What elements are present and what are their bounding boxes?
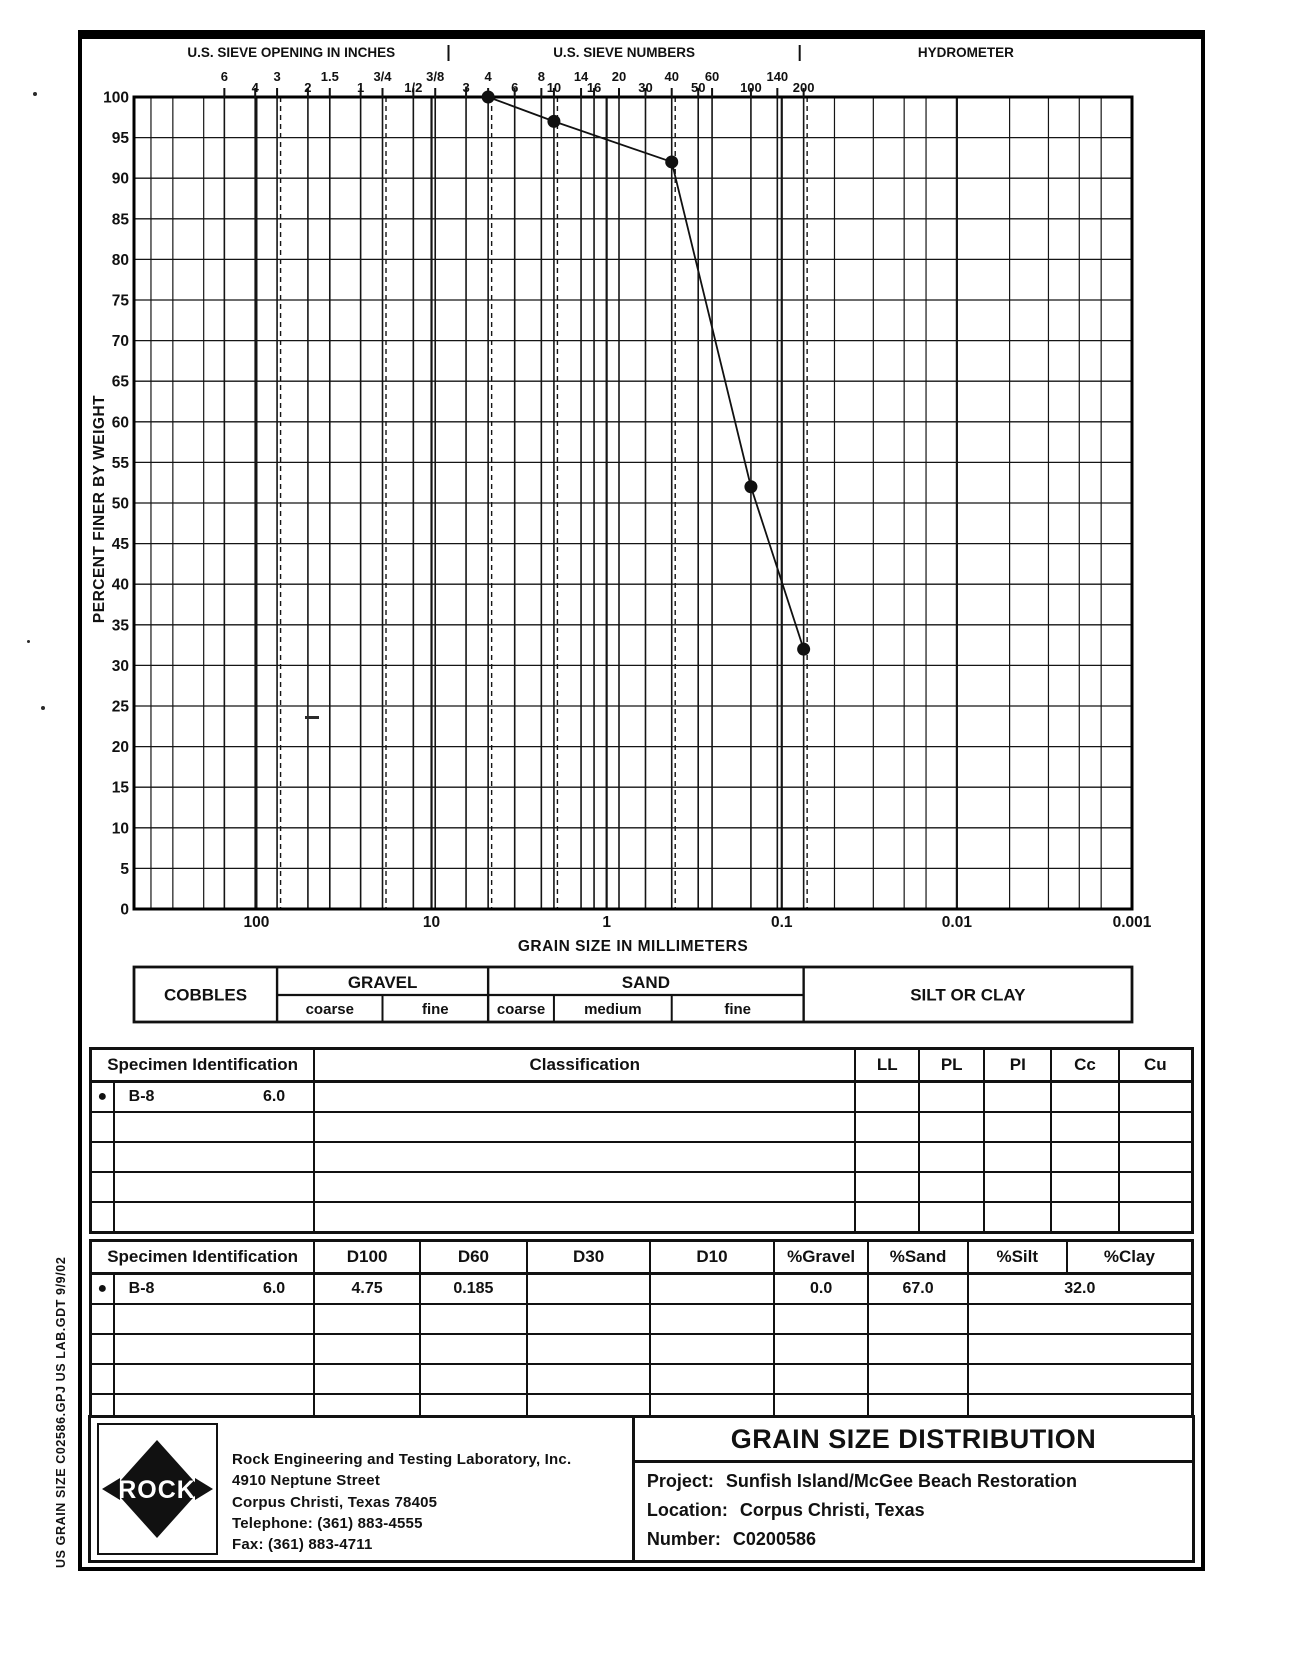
table-row [91, 1202, 1193, 1233]
value-cell [314, 1112, 855, 1142]
sieve-size-label: 6 [511, 80, 519, 95]
sieve-size-label: 20 [611, 69, 627, 84]
report-field-row [647, 1500, 1192, 1521]
specimen-id-cell [114, 1304, 315, 1334]
report-field-label: Location: [646, 1500, 728, 1520]
y-axis-tick-label: 75 [111, 292, 129, 310]
company-address-line: 4910 Neptune Street [232, 1472, 381, 1490]
value-cell [1119, 1142, 1193, 1172]
x-axis-tick-label: 0.01 [941, 914, 972, 931]
size-class-label: GRAVEL [347, 973, 418, 992]
rock-logo-graphic [101, 1428, 214, 1550]
data-point [744, 480, 757, 493]
report-field-row [647, 1529, 1192, 1550]
size-class-label: SAND [621, 973, 670, 992]
report-field-label: Project: [646, 1471, 714, 1491]
specimen-tables [89, 1047, 1194, 1431]
sieve-size-label: 16 [586, 80, 602, 95]
header-section-label: U.S. SIEVE OPENING IN INCHES [187, 45, 396, 60]
size-class-label: COBBLES [163, 985, 248, 1005]
company-address-line: Fax: (361) 883-4711 [232, 1536, 373, 1554]
value-cell [1119, 1112, 1193, 1142]
sieve-size-label: 30 [638, 80, 653, 95]
rock-logo [97, 1423, 218, 1555]
column-header: PL [919, 1049, 984, 1082]
sieve-size-label: 4 [251, 80, 259, 95]
value-cell [1051, 1142, 1118, 1172]
sieve-size-label: 140 [766, 69, 789, 84]
value-cell [968, 1304, 1193, 1334]
point-marker-cell [91, 1172, 114, 1202]
sieve-size-label: 2 [304, 80, 312, 95]
y-axis-tick-label: 0 [120, 901, 129, 919]
point-marker-cell: ● [91, 1274, 114, 1305]
value-cell [650, 1304, 773, 1334]
column-header: %Sand [868, 1241, 967, 1274]
point-marker-cell [91, 1304, 114, 1334]
table-row [91, 1082, 1193, 1113]
value-cell [855, 1142, 919, 1172]
x-axis-tick-label: 100 [243, 914, 270, 931]
report-info-block [635, 1418, 1192, 1560]
data-point [547, 115, 560, 128]
report-field-value: C0200586 [732, 1529, 816, 1549]
y-axis-tick-label: 95 [111, 130, 129, 148]
size-subclass-label: fine [724, 1001, 752, 1018]
y-axis-tick-label: 100 [103, 89, 129, 107]
value-cell [984, 1202, 1051, 1233]
point-marker-cell [91, 1202, 114, 1233]
column-header: D10 [650, 1241, 773, 1274]
y-axis-tick-label: 25 [111, 698, 129, 716]
specimen-id-cell: B-8 6.0 [114, 1082, 315, 1113]
value-cell [868, 1334, 967, 1364]
grain-size-chart [82, 39, 1201, 1039]
value-cell [314, 1082, 855, 1113]
column-header: D30 [527, 1241, 650, 1274]
scan-artifact [27, 640, 30, 643]
value-cell [984, 1142, 1051, 1172]
company-address-line: Rock Engineering and Testing Laboratory, Inc. [232, 1451, 572, 1468]
specimen-id-cell [114, 1202, 315, 1233]
sieve-size-label: 3 [462, 80, 470, 95]
y-axis-tick-label: 70 [111, 333, 129, 351]
value-cell [1051, 1112, 1118, 1142]
value-cell [919, 1202, 984, 1233]
sieve-size-label: 3/4 [373, 69, 392, 84]
value-cell [919, 1082, 984, 1113]
horizontal-gridlines [134, 138, 1132, 869]
value-cell [868, 1304, 967, 1334]
value-cell: 32.0 [968, 1274, 1193, 1305]
sieve-size-label: 3 [273, 69, 281, 84]
scan-artifact [305, 716, 319, 719]
x-axis-tick-label: 1 [602, 914, 611, 931]
value-cell [774, 1364, 869, 1394]
value-cell [774, 1334, 869, 1364]
sieve-size-label: 6 [220, 69, 228, 84]
y-axis-tick-label: 30 [111, 657, 129, 675]
sieve-size-label: 1 [357, 80, 365, 95]
report-field-value: Corpus Christi, Texas [739, 1500, 925, 1520]
size-subclass-label: coarse [496, 1001, 546, 1018]
sieve-size-label: 50 [690, 80, 706, 95]
report-field-value: Sunfish Island/McGee Beach Restoration [725, 1471, 1078, 1491]
y-axis-tick-label: 65 [111, 373, 129, 391]
y-axis-tick-label: 35 [111, 617, 129, 635]
company-address [232, 1423, 571, 1555]
column-header: Cu [1119, 1049, 1193, 1082]
column-header: %Clay [1067, 1241, 1193, 1274]
point-marker-cell [91, 1142, 114, 1172]
value-cell: 4.75 [314, 1274, 420, 1305]
value-cell [984, 1112, 1051, 1142]
table-row [91, 1172, 1193, 1202]
specimen-id-cell: B-8 6.0 [114, 1274, 315, 1305]
value-cell [650, 1334, 773, 1364]
scan-artifact [41, 706, 45, 710]
x-axis-title: GRAIN SIZE IN MILLIMETERS [517, 938, 749, 955]
y-axis-tick-label: 60 [111, 414, 129, 432]
specimen-id-cell [114, 1334, 315, 1364]
value-cell: 67.0 [868, 1274, 967, 1305]
value-cell [420, 1364, 527, 1394]
value-cell [527, 1364, 650, 1394]
value-cell [919, 1112, 984, 1142]
value-cell [855, 1112, 919, 1142]
value-cell [774, 1304, 869, 1334]
value-cell [855, 1172, 919, 1202]
value-cell [314, 1142, 855, 1172]
table-row [91, 1274, 1193, 1305]
logo-text: ROCK [118, 1476, 196, 1504]
classification-table [89, 1047, 1194, 1234]
value-cell [527, 1304, 650, 1334]
column-header: Specimen Identification [91, 1049, 315, 1082]
column-header: Specimen Identification [91, 1241, 315, 1274]
y-axis-tick-label: 5 [120, 860, 129, 878]
report-field-row [647, 1471, 1192, 1492]
table-row [91, 1142, 1193, 1172]
y-axis-tick-label: 80 [111, 251, 129, 269]
value-cell [314, 1364, 420, 1394]
point-marker-cell [91, 1334, 114, 1364]
y-axis-tick-label: 40 [111, 576, 129, 594]
y-axis-tick-label: 90 [111, 170, 129, 188]
y-axis-tick-label: 15 [111, 779, 129, 797]
value-cell [1051, 1082, 1118, 1113]
point-marker-cell [91, 1364, 114, 1394]
data-point [797, 643, 810, 656]
value-cell: 0.0 [774, 1274, 869, 1305]
value-cell [919, 1172, 984, 1202]
header-section-label: HYDROMETER [917, 45, 1014, 60]
size-class-label: SILT OR CLAY [910, 985, 1026, 1005]
table-row [91, 1364, 1193, 1394]
value-cell [420, 1304, 527, 1334]
report-field-label: Number: [646, 1529, 721, 1549]
value-cell [1051, 1202, 1118, 1233]
value-cell [968, 1334, 1193, 1364]
scan-artifact [33, 92, 37, 96]
sieve-size-label: 14 [573, 69, 589, 84]
report-title: GRAIN SIZE DISTRIBUTION [635, 1418, 1192, 1463]
y-axis-title: PERCENT FINER BY WEIGHT [91, 394, 108, 624]
sieve-size-label: 60 [704, 69, 720, 84]
y-axis-tick-label: 10 [111, 820, 129, 838]
table-row [91, 1304, 1193, 1334]
column-header: LL [855, 1049, 919, 1082]
value-cell [1051, 1172, 1118, 1202]
value-cell [314, 1304, 420, 1334]
size-subclass-label: medium [584, 1001, 642, 1018]
value-cell [1119, 1082, 1193, 1113]
column-header: D100 [314, 1241, 420, 1274]
value-cell: 0.185 [420, 1274, 527, 1305]
sieve-size-label: 100 [740, 80, 762, 95]
column-header: Classification [314, 1049, 855, 1082]
y-axis-tick-label: 85 [111, 211, 129, 229]
value-cell [527, 1334, 650, 1364]
value-cell [984, 1082, 1051, 1113]
title-block [88, 1415, 1195, 1563]
y-axis-tick-label: 45 [111, 536, 129, 554]
x-axis-tick-label: 0.001 [1112, 914, 1152, 931]
sieve-size-label: 1/2 [404, 80, 423, 95]
y-axis-tick-label: 55 [111, 454, 129, 472]
value-cell [968, 1364, 1193, 1394]
company-address-line: Corpus Christi, Texas 78405 [232, 1493, 438, 1511]
sieve-size-label: 200 [792, 80, 815, 95]
grain-size-form [78, 30, 1205, 1571]
value-cell [855, 1082, 919, 1113]
gradation-table [89, 1239, 1194, 1426]
column-header: Cc [1051, 1049, 1118, 1082]
value-cell [868, 1364, 967, 1394]
specimen-id-cell [114, 1172, 315, 1202]
value-cell [855, 1202, 919, 1233]
data-point [665, 155, 678, 168]
sieve-size-label: 4 [484, 69, 492, 84]
company-address-line: Telephone: (361) 883-4555 [232, 1514, 423, 1532]
value-cell [314, 1202, 855, 1233]
value-cell [314, 1334, 420, 1364]
column-header: PI [984, 1049, 1051, 1082]
x-axis-tick-label: 0.1 [770, 914, 793, 931]
table-row [91, 1112, 1193, 1142]
column-header: %Gravel [774, 1241, 869, 1274]
specimen-id-cell [114, 1112, 315, 1142]
sieve-size-label: 40 [664, 69, 679, 84]
value-cell [420, 1334, 527, 1364]
sieve-size-label: 8 [537, 69, 545, 84]
header-section-label: U.S. SIEVE NUMBERS [553, 45, 695, 60]
logo-right-arrow [195, 1478, 213, 1500]
sieve-size-label: 1.5 [320, 69, 339, 84]
sieve-size-label: 10 [546, 80, 562, 95]
size-subclass-label: coarse [305, 1001, 354, 1018]
table-row [91, 1334, 1193, 1364]
value-cell [1119, 1172, 1193, 1202]
company-block [91, 1418, 635, 1560]
point-marker-cell [91, 1112, 114, 1142]
value-cell [314, 1172, 855, 1202]
file-stamp-text: US GRAIN SIZE C02586.GPJ US LAB.GDT 9/9/02 [54, 1256, 68, 1568]
y-axis-tick-label: 20 [111, 739, 129, 757]
data-point [482, 91, 495, 104]
value-cell [650, 1274, 773, 1305]
y-axis-tick-label: 50 [111, 495, 129, 513]
column-header: D60 [420, 1241, 527, 1274]
point-marker-cell: ● [91, 1082, 114, 1113]
value-cell [984, 1172, 1051, 1202]
value-cell [650, 1364, 773, 1394]
report-fields [635, 1463, 1192, 1560]
specimen-id-cell [114, 1364, 315, 1394]
value-cell [527, 1274, 650, 1305]
column-header: %Silt [968, 1241, 1067, 1274]
value-cell [919, 1142, 984, 1172]
value-cell [1119, 1202, 1193, 1233]
specimen-id-cell [114, 1142, 315, 1172]
sieve-size-label: 3/8 [426, 69, 445, 84]
x-axis-tick-label: 10 [422, 914, 441, 931]
size-subclass-label: fine [421, 1001, 449, 1018]
